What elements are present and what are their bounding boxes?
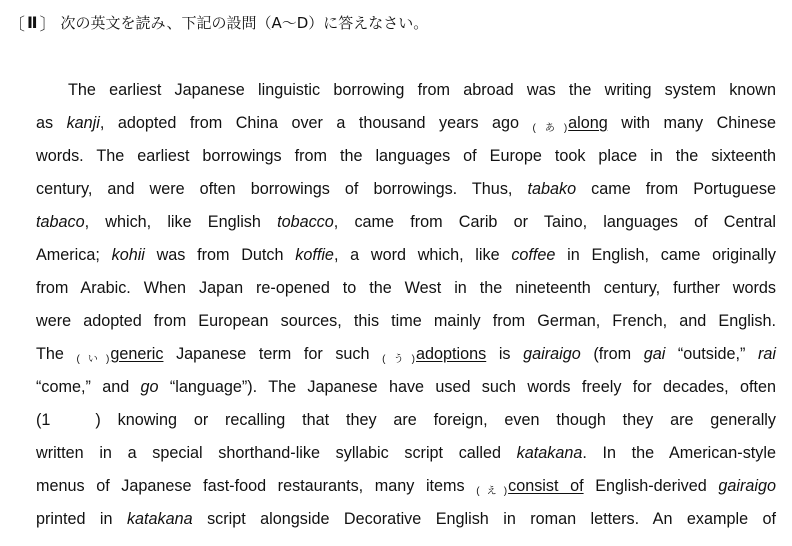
text-run: , adopted from China over a thousand years ago bbox=[99, 114, 533, 132]
open-bracket: 〔 bbox=[8, 14, 25, 35]
passage-line-5 bbox=[36, 206, 776, 239]
passage-line-13 bbox=[36, 470, 776, 503]
text-run: . In the American-style bbox=[582, 444, 776, 462]
text-run: knowing or recalling that they are foreign, even though they are generally bbox=[100, 411, 776, 429]
italic-word-koffie: koffie bbox=[295, 246, 334, 264]
text-run: , which, like English bbox=[84, 213, 278, 231]
passage-line-4 bbox=[36, 173, 776, 206]
italic-word-katakana: katakana bbox=[126, 510, 193, 528]
passage-line-2 bbox=[36, 107, 776, 140]
italic-word-tobacco: tobacco bbox=[277, 213, 334, 231]
marker-i: (い) bbox=[76, 354, 110, 365]
text-run: in English, came originally bbox=[555, 246, 776, 264]
passage-line-3 bbox=[36, 140, 776, 173]
italic-word-katakana: katakana bbox=[516, 444, 583, 462]
passage-line-7 bbox=[36, 272, 776, 305]
passage-line-11 bbox=[36, 404, 776, 437]
text-run: with many Chinese bbox=[607, 114, 776, 132]
text-run: is bbox=[486, 345, 524, 363]
italic-word-tabako: tabako bbox=[527, 180, 577, 198]
text-run: printed in bbox=[36, 510, 127, 528]
text-run: “language”). The Japanese have used such words freely for decades, often bbox=[158, 378, 776, 396]
passage-line-9 bbox=[36, 338, 776, 371]
passage-line-12 bbox=[36, 437, 776, 470]
text-run: Japanese term for such bbox=[163, 345, 383, 363]
text-run: “outside,” bbox=[665, 345, 758, 363]
text-run: as bbox=[36, 114, 67, 132]
text-run: “come,” and bbox=[36, 378, 141, 396]
text-run: were adopted from European sources, this time mainly from German, French, and English. bbox=[36, 312, 776, 330]
underlined-along: along bbox=[568, 114, 608, 132]
blank-open-paren: ( bbox=[36, 411, 42, 429]
text-run: America; bbox=[36, 246, 112, 264]
italic-word-kohii: kohii bbox=[111, 246, 145, 264]
blank-close-paren: ) bbox=[95, 411, 101, 429]
italic-word-kanji: kanji bbox=[66, 114, 100, 132]
marker-a: (あ) bbox=[532, 123, 568, 134]
passage-line-14 bbox=[36, 503, 776, 536]
close-bracket: 〕 bbox=[39, 14, 57, 35]
text-run: was from Dutch bbox=[144, 246, 296, 264]
underlined-adoptions: adoptions bbox=[416, 345, 487, 363]
text-run: , came from Carib or Taino, languages of Central bbox=[333, 213, 776, 231]
text-run: menus of Japanese fast-food restaurants, many items bbox=[36, 477, 477, 495]
italic-word-rai: rai bbox=[758, 345, 776, 363]
english-passage bbox=[36, 74, 776, 536]
text-run: script alongside Decorative English in roman letters. An example of bbox=[192, 510, 776, 528]
text-run: came from Portuguese bbox=[576, 180, 776, 198]
blank-number: 1 bbox=[41, 411, 51, 429]
text-run: century, and were often borrowings of borrowings. Thus, bbox=[36, 180, 528, 198]
text-run: The bbox=[36, 345, 77, 363]
section-numeral: Ⅱ bbox=[27, 12, 38, 32]
text-run: The earliest Japanese linguistic borrowing from abroad was the writing system known bbox=[68, 81, 776, 99]
italic-word-gairaigo: gairaigo bbox=[523, 345, 581, 363]
italic-word-coffee: coffee bbox=[511, 246, 556, 264]
question-header bbox=[8, 8, 428, 36]
passage-line-6 bbox=[36, 239, 776, 272]
text-run: (from bbox=[580, 345, 644, 363]
text-run: English-derived bbox=[583, 477, 719, 495]
text-run: , a word which, like bbox=[333, 246, 512, 264]
underlined-generic: generic bbox=[110, 345, 164, 363]
passage-line-8 bbox=[36, 305, 776, 338]
passage-line-10 bbox=[36, 371, 776, 404]
text-run: from Arabic. When Japan re-opened to the West in the nineteenth century, further words bbox=[36, 279, 776, 297]
text-run: words. The earliest borrowings from the languages of Europe took place in the sixteenth bbox=[36, 147, 776, 165]
underlined-consist-of: consist of bbox=[508, 477, 584, 495]
instruction-text: 次の英文を読み、下記の設問（A～D）に答えなさい。 bbox=[60, 13, 429, 32]
marker-u: (う) bbox=[382, 354, 416, 365]
marker-e: (え) bbox=[476, 486, 508, 497]
italic-word-gairaigo: gairaigo bbox=[718, 477, 776, 495]
text-run: written in a special shorthand-like syllabic script called bbox=[36, 444, 517, 462]
italic-word-gai: gai bbox=[643, 345, 666, 363]
passage-line-1 bbox=[36, 74, 776, 107]
blank-1 bbox=[36, 404, 101, 437]
italic-word-tabaco: tabaco bbox=[36, 213, 85, 231]
italic-word-go: go bbox=[140, 378, 159, 396]
